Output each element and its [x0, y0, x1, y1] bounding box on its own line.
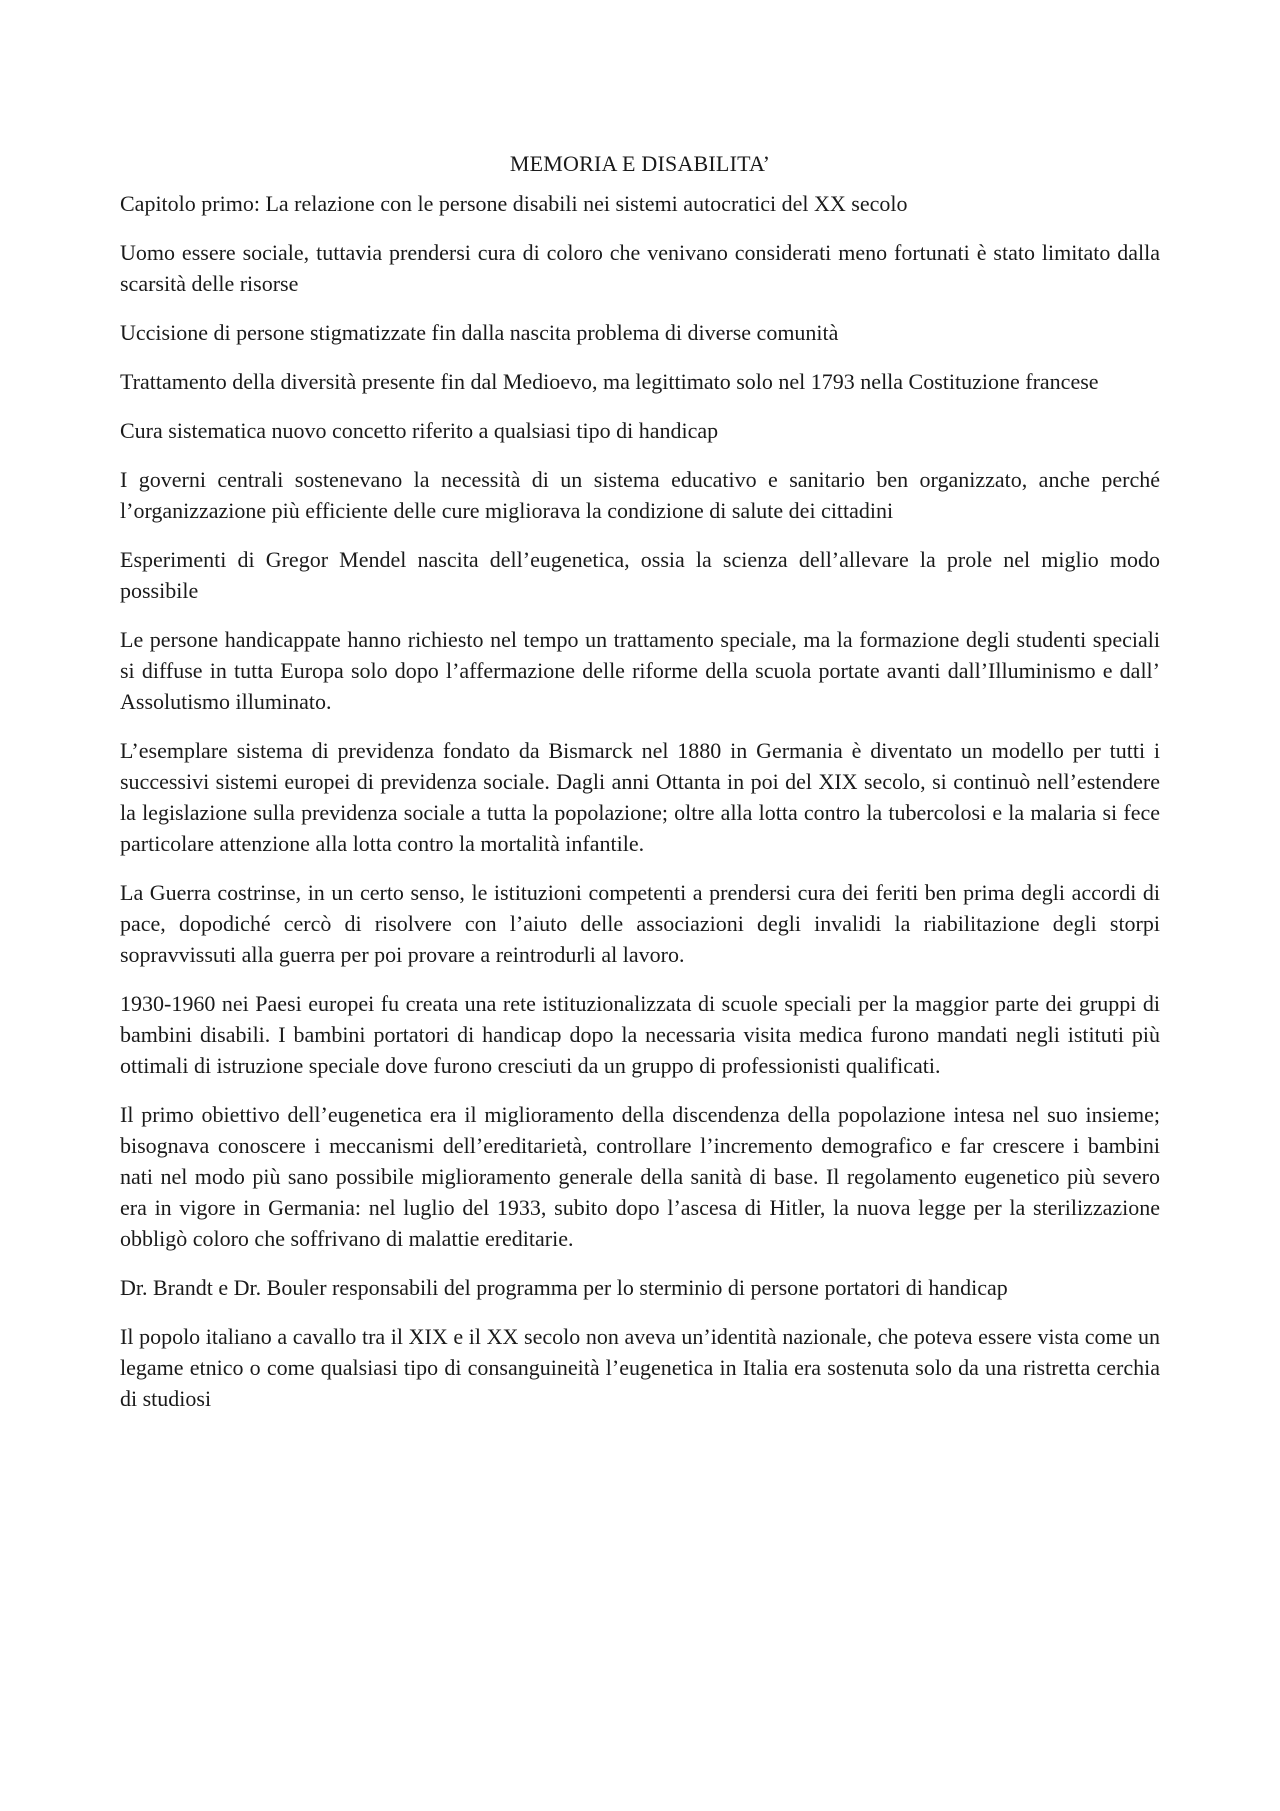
paragraph: 1930-1960 nei Paesi europei fu creata una rete istituzionalizzata di scuole speciali per la maggior parte dei gruppi di bambini disabili. I bambini portatori di handicap dopo la necessaria visita medica furono mandati negli istituti più ottimali di istruzione speciale dove furono cresciuti da un gruppo di professionisti qualificati.: [120, 991, 1160, 1078]
paragraph: Il popolo italiano a cavallo tra il XIX e il XX secolo non aveva un’identità nazionale, che poteva essere vista come un legame etnico o come qualsiasi tipo di consanguineità l’eugenetica in Italia era sostenuta solo da una ristretta cerchia di studiosi: [120, 1324, 1160, 1411]
paragraph: L’esemplare sistema di previdenza fondato da Bismarck nel 1880 in Germania è diventato un modello per tutti i successivi sistemi europei di previdenza sociale. Dagli anni Ottanta in poi del XIX secolo, si continuò nell’estendere la legislazione sulla previdenza sociale a tutta la popolazione; oltre alla lotta contro la tubercolosi e la malaria si fece particolare attenzione alla lotta contro la mortalità infantile.: [120, 738, 1160, 856]
document-page: [120, 148, 1160, 1432]
document-title: MEMORIA E DISABILITA’: [509, 151, 771, 176]
paragraph: Dr. Brandt e Dr. Bouler responsabili del programma per lo sterminio di persone portatori di handicap: [120, 1275, 1008, 1300]
paragraph: Trattamento della diversità presente fin dal Medioevo, ma legittimato solo nel 1793 nella Costituzione francese: [120, 369, 1099, 394]
paragraph: La Guerra costrinse, in un certo senso, le istituzioni competenti a prendersi cura dei feriti ben prima degli accordi di pace, dopodiché cercò di risolvere con l’aiuto delle associazioni degli invalidi la riabilitazione degli storpi sopravvissuti alla guerra per poi provare a reintrodurli al lavoro.: [120, 880, 1160, 967]
chapter-heading: Capitolo primo: La relazione con le persone disabili nei sistemi autocratici del XX secolo: [120, 191, 908, 216]
paragraph: Uccisione di persone stigmatizzate fin dalla nascita problema di diverse comunità: [120, 320, 839, 345]
paragraph: I governi centrali sostenevano la necessità di un sistema educativo e sanitario ben organizzato, anche perché l’organizzazione più efficiente delle cure migliorava la condizione di salute dei cittadini: [120, 467, 1160, 523]
paragraph: Le persone handicappate hanno richiesto nel tempo un trattamento speciale, ma la formazione degli studenti speciali si diffuse in tutta Europa solo dopo l’affermazione delle riforme della scuola portate avanti dall’Illuminismo e dall’ Assolutismo illuminato.: [120, 627, 1160, 714]
paragraph: Uomo essere sociale, tuttavia prendersi cura di coloro che venivano considerati meno fortunati è stato limitato dalla scarsità delle risorse: [120, 240, 1160, 296]
paragraph: Il primo obiettivo dell’eugenetica era il miglioramento della discendenza della popolazione intesa nel suo insieme; bisognava conoscere i meccanismi dell’ereditarietà, controllare l’incremento demografico e far crescere i bambini nati nel modo più sano possibile miglioramento generale della sanità di base. Il regolamento eugenetico più severo era in vigore in Germania: nel luglio del 1933, subito dopo l’ascesa di Hitler, la nuova legge per la sterilizzazione obbligò coloro che soffrivano di malattie ereditarie.: [120, 1102, 1160, 1251]
paragraph: Esperimenti di Gregor Mendel nascita dell’eugenetica, ossia la scienza dell’allevare la prole nel miglio modo possibile: [120, 547, 1160, 603]
paragraph: Cura sistematica nuovo concetto riferito a qualsiasi tipo di handicap: [120, 418, 719, 443]
